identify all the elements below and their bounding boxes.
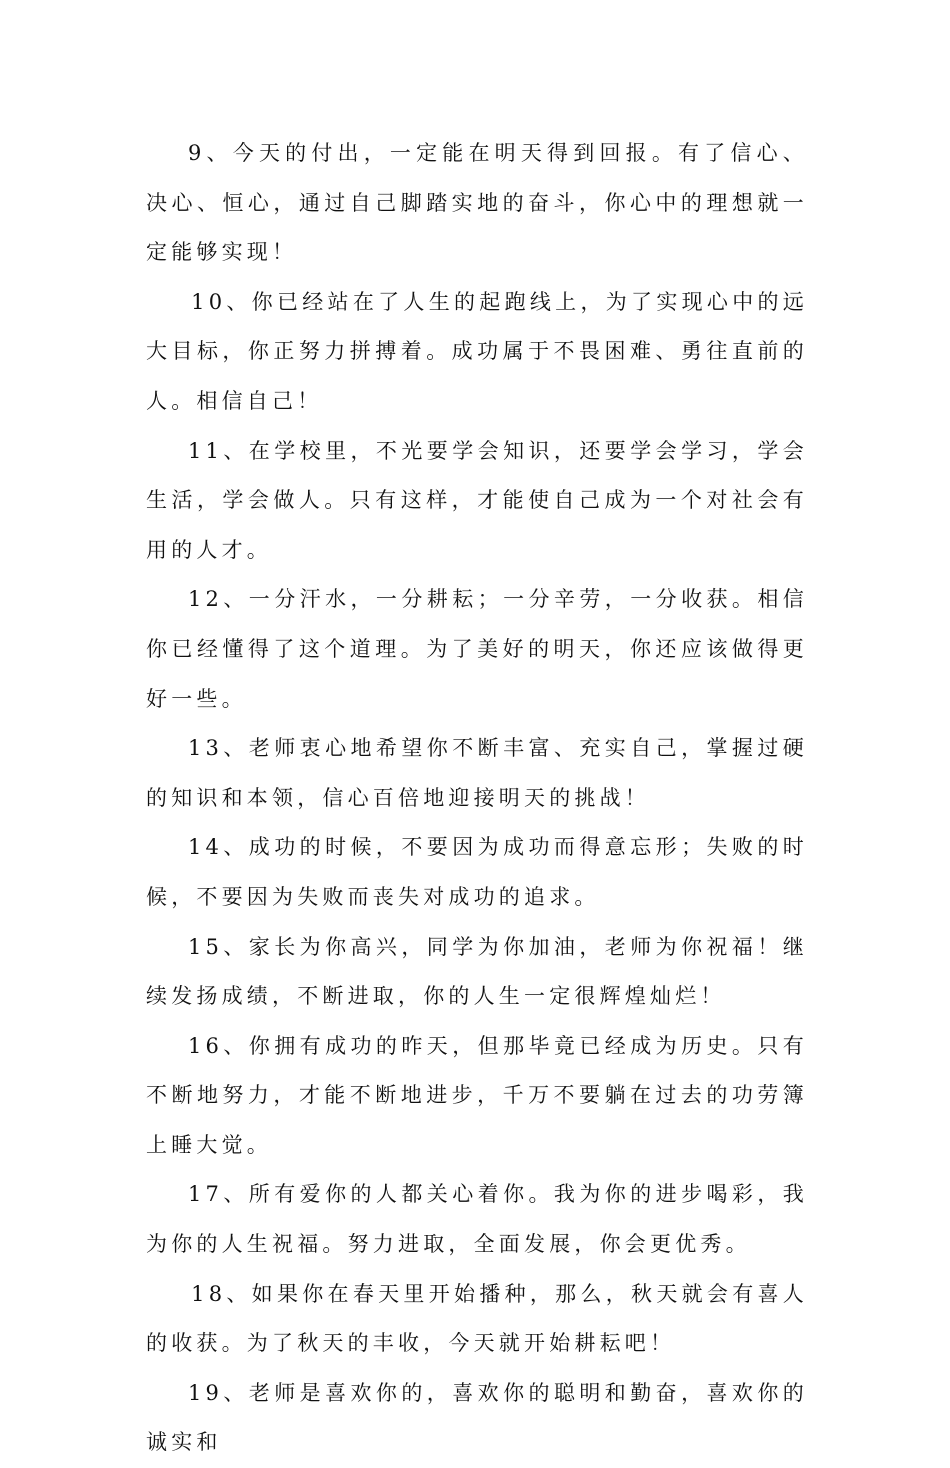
paragraph-9: 9、今天的付出，一定能在明天得到回报。有了信心、决心、恒心，通过自己脚踏实地的奋斗，你心中的理想就一定能够实现！ [146, 141, 808, 265]
document-body [146, 129, 808, 1468]
paragraph-18: 18、如果你在春天里开始播种，那么，秋天就会有喜人的收获。为了秋天的丰收，今天就开始耕耘吧！ [146, 1281, 808, 1356]
paragraph-19: 19、老师是喜欢你的，喜欢你的聪明和勤奋，喜欢你的诚实和 [146, 1380, 808, 1455]
paragraph-16: 16、你拥有成功的昨天，但那毕竟已经成为历史。只有不断地努力，才能不断地进步，千万不要躺在过去的功劳簿上睡大觉。 [146, 1033, 808, 1157]
paragraph-17: 17、所有爱你的人都关心着你。我为你的进步喝彩，我为你的人生祝福。努力进取，全面发展，你会更优秀。 [146, 1182, 808, 1257]
paragraph-11: 11、在学校里，不光要学会知识，还要学会学习，学会生活，学会做人。只有这样，才能使自己成为一个对社会有用的人才。 [146, 438, 808, 562]
paragraph-15: 15、家长为你高兴，同学为你加油，老师为你祝福！继续发扬成绩，不断进取，你的人生一定很辉煌灿烂！ [146, 934, 808, 1009]
paragraph-13: 13、老师衷心地希望你不断丰富、充实自己，掌握过硬的知识和本领，信心百倍地迎接明天的挑战！ [146, 736, 808, 810]
paragraph-14: 14、成功的时候，不要因为成功而得意忘形；失败的时候，不要因为失败而丧失对成功的追求。 [146, 835, 808, 909]
paragraph-10: 10、你已经站在了人生的起跑线上，为了实现心中的远大目标，你正努力拼搏着。成功属于不畏困难、勇往直前的人。相信自己！ [146, 289, 808, 413]
paragraph-12: 12、一分汗水，一分耕耘；一分辛劳，一分收获。相信你已经懂得了这个道理。为了美好的明天，你还应该做得更好一些。 [146, 587, 808, 711]
